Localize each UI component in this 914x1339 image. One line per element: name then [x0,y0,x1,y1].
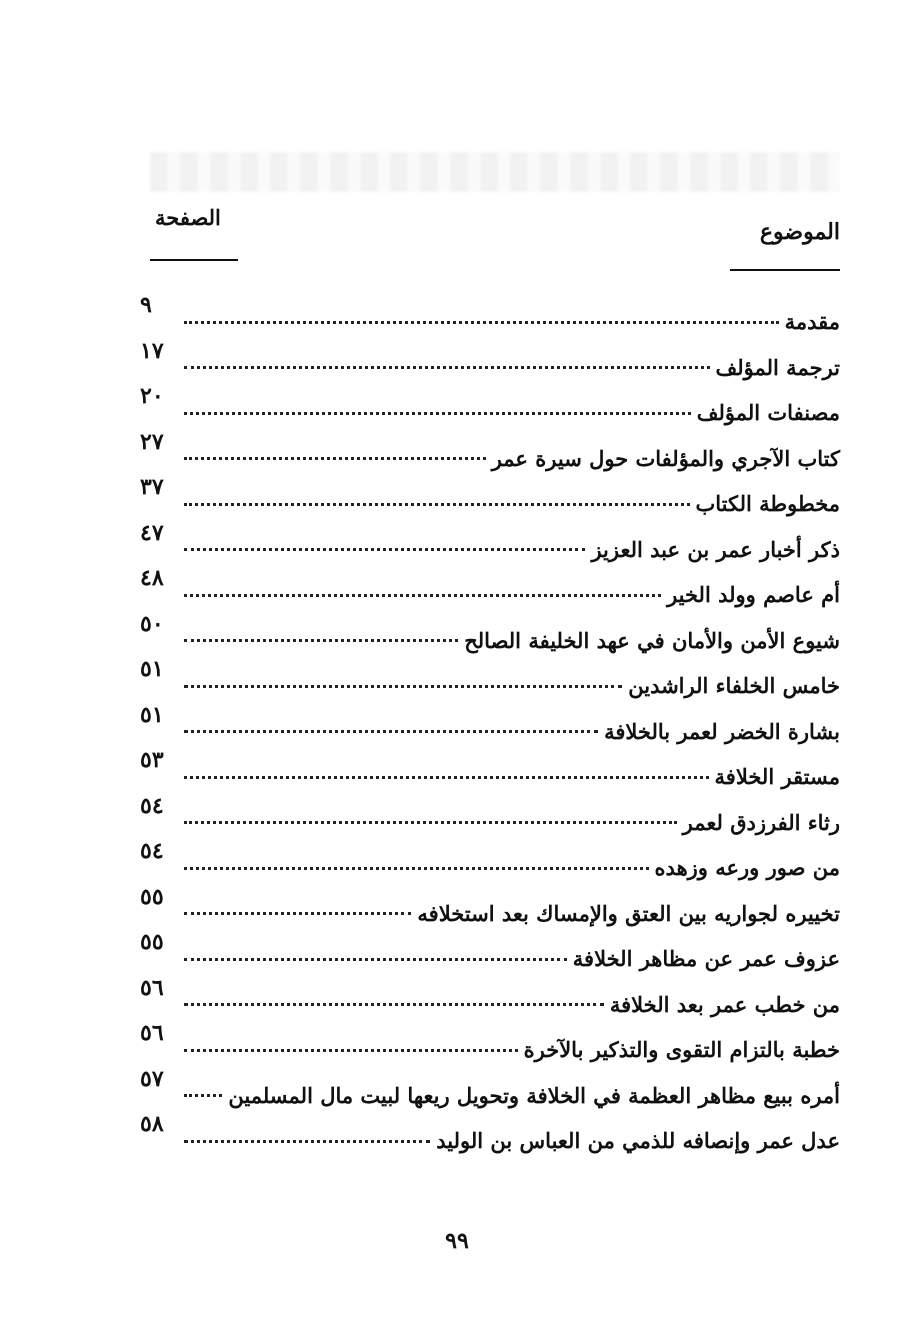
toc-entry-title: من خطب عمر بعد الخلافة [609,991,840,1017]
toc-entry [140,472,840,518]
dot-leader [184,821,677,824]
toc-entry [140,654,840,700]
show-through-text [150,152,840,192]
toc-entry-page: ٣٧ [140,474,164,500]
topic-column-rule [730,269,840,271]
toc-entry-page: ٥٤ [140,792,164,819]
dot-leader [184,321,779,324]
toc-entry-page: ٥٨ [140,1111,164,1137]
toc-entry-page: ٥٤ [140,838,164,864]
toc-entry-page: ٥٥ [140,883,164,910]
toc-entry-title: ترجمة المؤلف [715,354,840,380]
toc-entry-page: ٥٣ [140,747,164,773]
page-column-label: الصفحة [155,205,221,230]
dot-leader [184,503,690,506]
dot-leader [184,958,567,961]
toc-entry-title: مقدمة [784,309,840,335]
dot-leader [184,912,411,915]
toc-entry [140,745,840,791]
toc-entry-page: ٥٧ [140,1065,164,1092]
toc-entry-title: مصنفات المؤلف [696,400,840,426]
toc-entry [140,882,840,928]
toc-entry-title: رثاء الفرزدق لعمر [682,809,840,835]
toc-entry-page: ٥٦ [140,974,164,1001]
dot-leader [184,1003,604,1006]
toc-entry [140,1109,840,1155]
toc-entry-title: بشارة الخضر لعمر بالخلافة [604,718,840,744]
page-column-rule [150,259,238,261]
page-number: ٩٩ [445,1228,469,1254]
toc-entry [140,1064,840,1110]
dot-leader [184,594,661,597]
toc-entry-title: خامس الخلفاء الراشدين [628,673,840,699]
toc-entry-title: كتاب الآجري والمؤلفات حول سيرة عمر [491,445,840,471]
toc-entry-page: ٥١ [140,701,164,728]
toc-entry-title: ذكر أخبار عمر بن عبد العزيز [591,536,840,562]
toc-entry [140,563,840,609]
toc-entry [140,427,840,473]
toc-entry-page: ٤٧ [140,519,164,546]
toc-entry [140,518,840,564]
toc-entry-page: ٥٠ [140,610,164,637]
toc-entry-page: ٥٦ [140,1020,164,1046]
dot-leader [184,366,710,369]
toc-entry-title: شيوع الأمن والأمان في عهد الخليفة الصالح [464,627,840,653]
toc-entry [140,290,840,336]
toc-header [130,205,840,285]
dot-leader [184,1140,430,1143]
dot-leader [184,730,598,733]
dot-leader [184,867,649,870]
toc-entry [140,836,840,882]
toc-entry-page: ٩ [140,292,152,318]
toc-entry-title: خطبة بالتزام التقوى والتذكير بالآخرة [523,1037,840,1063]
toc-entry-title: تخييره لجواريه بين العتق والإمساك بعد استخلافه [417,900,840,926]
toc-entry [140,336,840,382]
toc-entry [140,700,840,746]
table-of-contents [140,290,840,1155]
dot-leader [184,1094,222,1097]
toc-entry [140,791,840,837]
dot-leader [184,457,486,460]
dot-leader [184,685,622,688]
topic-column-label: الموضوع [759,219,840,245]
toc-entry-page: ٢٧ [140,428,164,455]
dot-leader [184,639,458,642]
toc-entry-title: أم عاصم وولد الخير [667,582,840,608]
dot-leader [184,548,585,551]
toc-entry [140,381,840,427]
toc-entry-title: عدل عمر وإنصافه للذمي من العباس بن الوليد [436,1128,840,1154]
toc-entry [140,927,840,973]
dot-leader [184,776,709,779]
toc-entry-page: ٢٠ [140,383,164,409]
toc-entry-page: ٥٥ [140,929,164,955]
dot-leader [184,412,691,415]
toc-entry-title: عزوف عمر عن مظاهر الخلافة [572,946,840,972]
toc-entry-title: مخطوطة الكتاب [695,491,840,517]
toc-entry-page: ٥١ [140,656,164,682]
toc-entry-title: من صور ورعه وزهده [654,855,840,881]
dot-leader [184,1049,518,1052]
toc-entry-title: مستقر الخلافة [714,764,840,790]
toc-entry-page: ١٧ [140,337,164,364]
toc-entry-title: أمره ببيع مظاهر العظمة في الخلافة وتحويل ريعها لبيت مال المسلمين [228,1082,840,1108]
toc-entry [140,1018,840,1064]
toc-entry-page: ٤٨ [140,565,164,591]
toc-entry [140,973,840,1019]
toc-entry [140,609,840,655]
